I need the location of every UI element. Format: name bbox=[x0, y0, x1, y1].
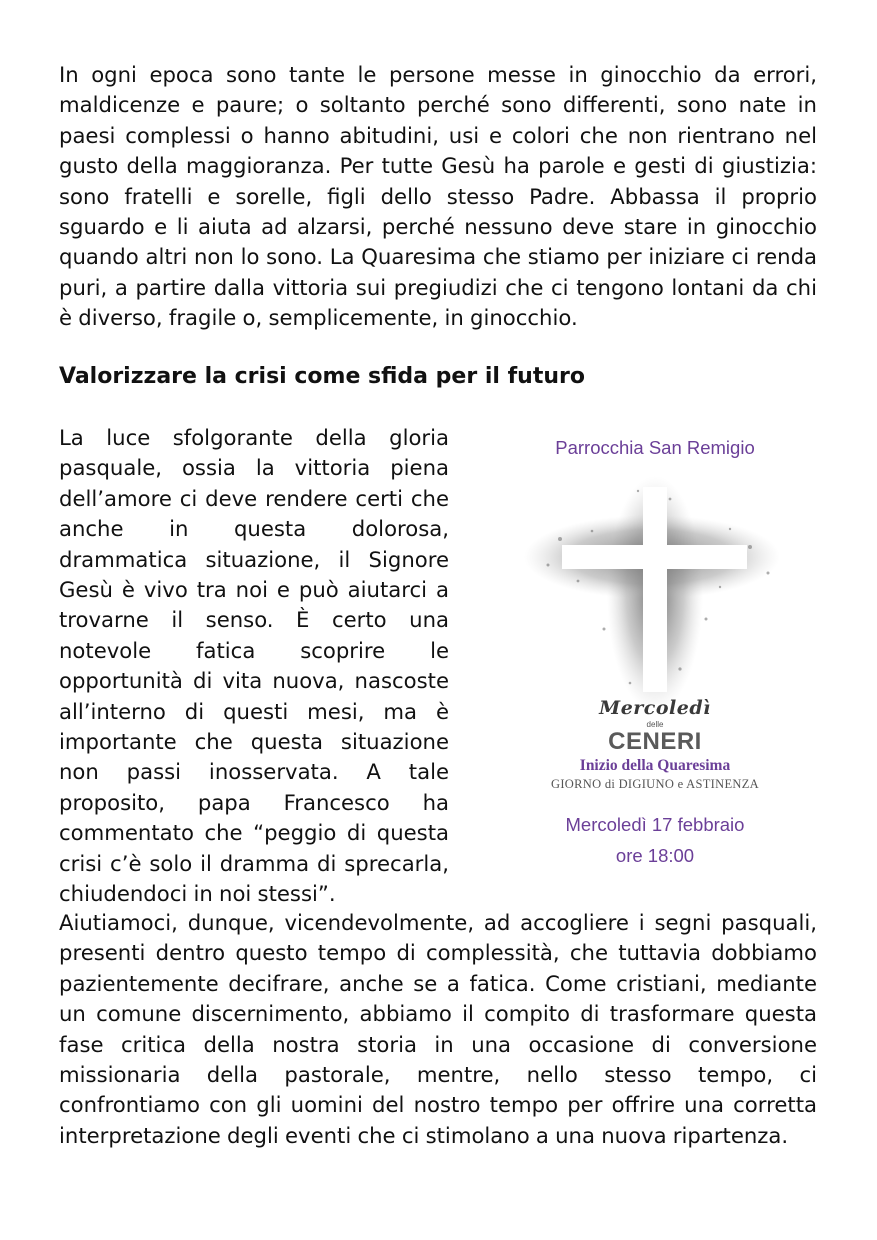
flyer-parish-name: Parrocchia San Remigio bbox=[555, 437, 755, 458]
flyer-fasting-note: GIORNO di DIGIUNO e ASTINENZA bbox=[551, 777, 759, 791]
paragraph-lent-intro: In ogni epoca sono tante le persone messe in ginocchio da errori, maldicenze e paure; o soltanto perché sono differenti, sono nate in paesi complessi o hanno abitudini, usi e colori che non rientrano nel gusto della maggioranza. Per tutte Gesù ha parole e gesti di giustizia: sono fratelli e sorelle, figli dello stesso Padre. Abbassa il proprio sguardo e li aiuta ad alzarsi, perché nessuno deve stare in ginocchio quando altri non lo sono. La Quaresima che stiamo per iniziare ci renda puri, a partire dalla vittoria sui pregiudizi che ci tengono lontani da chi è diverso, fragile o, semplicemente, in ginocchio. bbox=[59, 62, 817, 331]
flyer-subtitle: Inizio della Quaresima bbox=[579, 757, 731, 774]
flyer-time: ore 18:00 bbox=[615, 845, 695, 866]
ash-cross-icon bbox=[520, 469, 790, 704]
flyer-script-title: Mercoledì bbox=[599, 697, 711, 719]
ash-wednesday-flyer bbox=[520, 425, 790, 870]
flyer-date: Mercoledì 17 febbraio bbox=[565, 814, 745, 835]
flyer-delle: delle bbox=[646, 720, 664, 729]
paragraph-discernment: Aiutiamoci, dunque, vicendevolmente, ad accogliere i segni pasquali, presenti dentro questo tempo di complessità, che tuttavia dobbiamo pazientemente decifrare, anche se a fatica. Come cristiani, mediante un comune discernimento, abbiamo il compito di trasformare questa fase critica della nostra storia in una occasione di conversione missionaria della pastorale, mentre, nello stesso tempo, ci confrontiamo con gli uomini del nostro tempo per offrire una corretta interpretazione degli eventi che ci stimolano a una nuova ripartenza. bbox=[59, 910, 817, 1148]
section-heading: Valorizzare la crisi come sfida per il futuro bbox=[59, 364, 585, 389]
paragraph-easter-light: La luce sfolgorante della gloria pasquale, ossia la vittoria piena dell’amore ci deve rendere certi che anche in questa dolorosa, drammatica situazione, il Signore Gesù è vivo tra noi e può aiutarci a trovarne il senso. È certo una notevole fatica scoprire le opportunità di vita nuova, nascoste all’interno di questi mesi, ma è importante che questa situazione non passi inosservata. A tale proposito, papa Francesco ha commentato che “peggio di questa crisi c’è solo il dramma di sprecarla, chiudendoci in noi stessi”. bbox=[59, 425, 449, 907]
flyer-ceneri-title: CENERI bbox=[608, 728, 702, 755]
